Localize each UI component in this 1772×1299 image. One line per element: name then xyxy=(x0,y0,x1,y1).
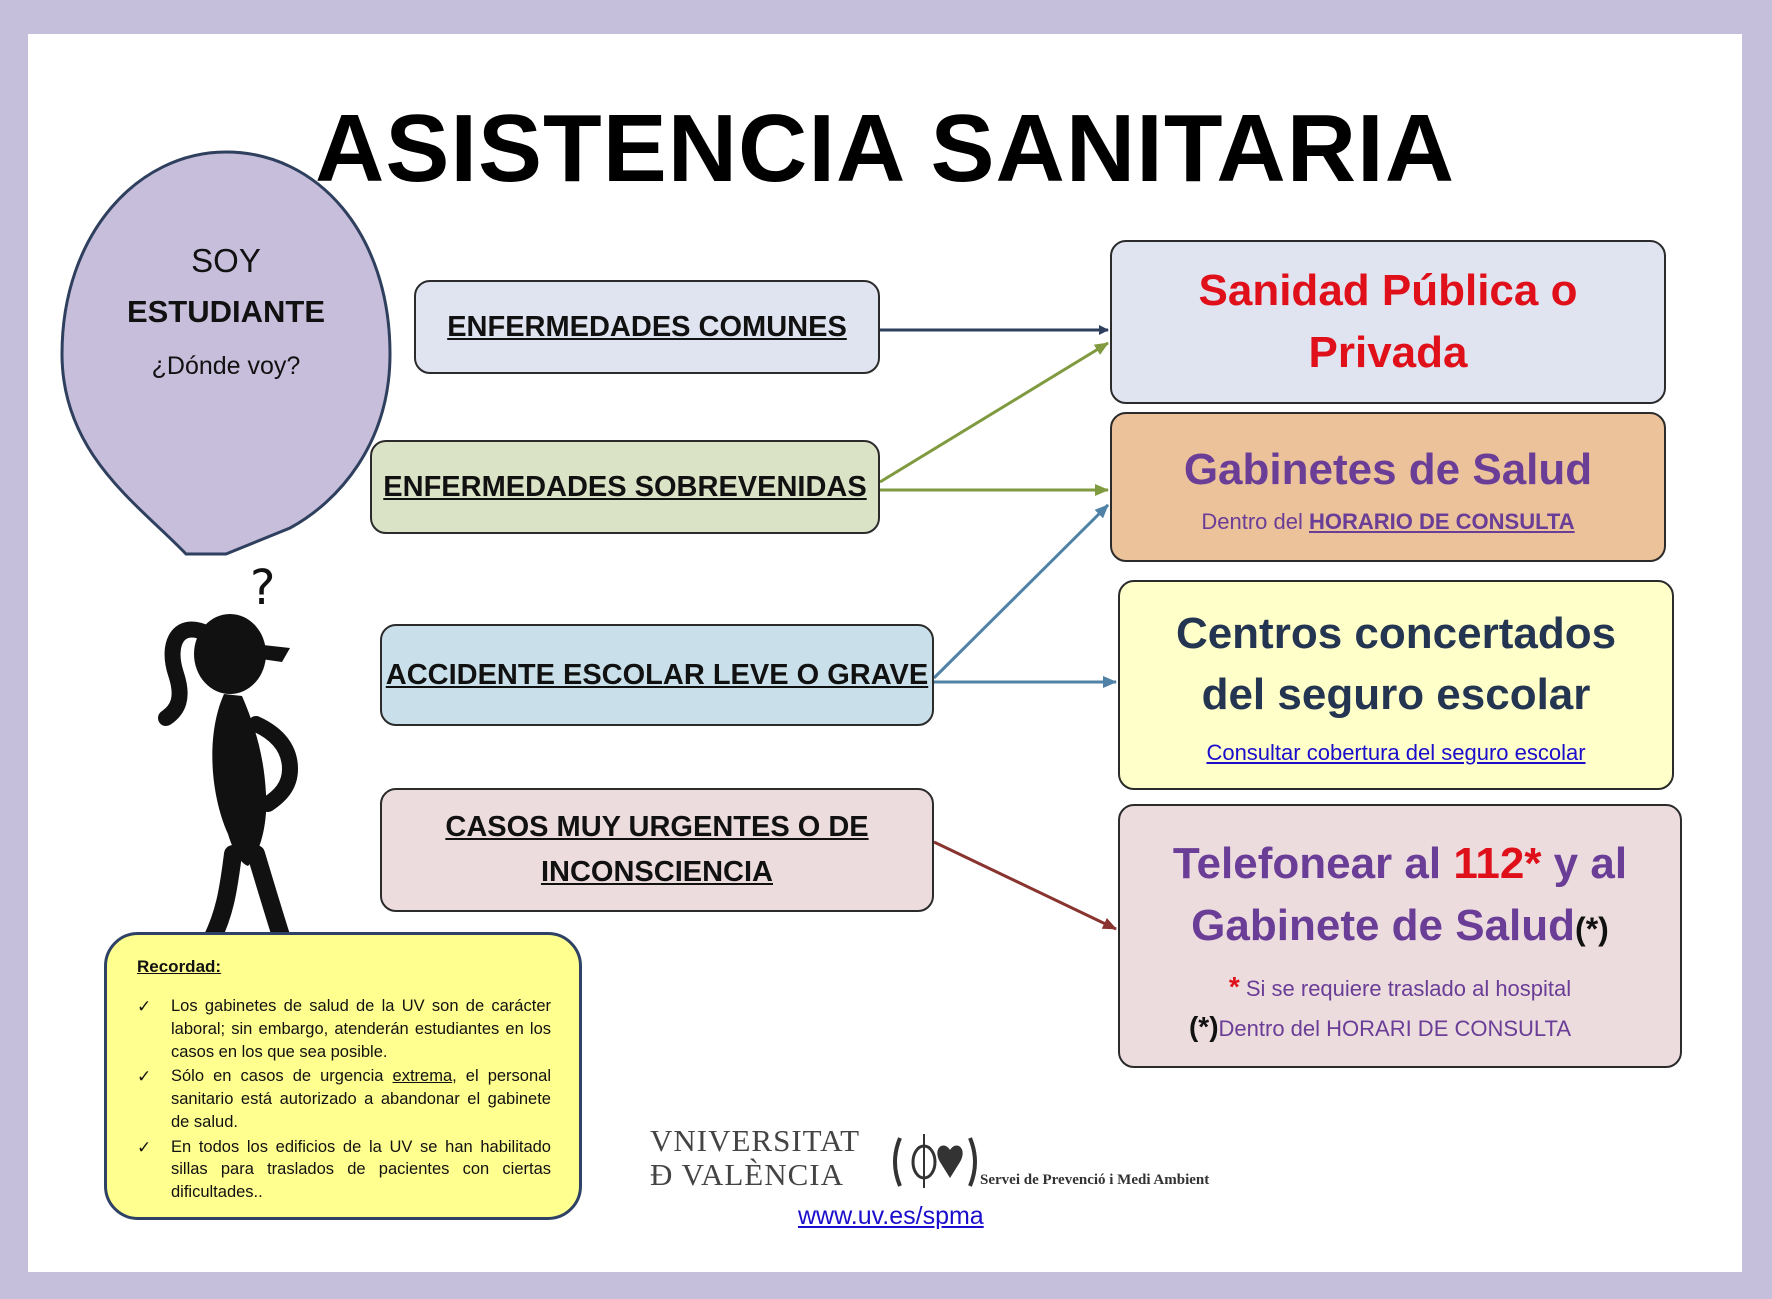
destination-title-line2: Privada xyxy=(1308,328,1468,377)
logo-service: Servei de Prevenció i Medi Ambient xyxy=(980,1172,1210,1188)
arrow-sobrevenidas-publica xyxy=(880,343,1108,482)
logo-line1: VNIVERSITAT xyxy=(650,1123,861,1158)
university-logo xyxy=(650,1120,1250,1210)
note-list xyxy=(135,995,551,1204)
destination-note1 xyxy=(1229,971,1571,1003)
question-label: ENFERMEDADES COMUNES xyxy=(447,310,847,343)
destination-title-line1 xyxy=(1173,833,1627,895)
destination-title-line1: Sanidad Pública o xyxy=(1198,266,1578,316)
note-item: ✓ Sólo en casos de urgencia extrema, el personal sanitario está autorizado a abandonar el gabinete de salud. xyxy=(135,1065,551,1133)
question-label: ENFERMEDADES SOBREVENIDAS xyxy=(383,470,867,503)
logo-line2: Ð VALÈNCIA xyxy=(650,1157,845,1192)
y-al-text: y al xyxy=(1541,839,1628,889)
logo-emblem-icon xyxy=(888,1122,978,1202)
note-heading: Recordad: xyxy=(137,957,222,976)
note-item: ✓ En todos los edificios de la UV se han habilitado sillas para traslados de pacientes con ciertas dificultades.. xyxy=(135,1136,551,1204)
poster xyxy=(28,34,1742,1272)
thinking-figure-icon xyxy=(166,560,306,942)
destination-title: Gabinetes de Salud xyxy=(1183,445,1593,495)
destination-title-line2: del seguro escolar xyxy=(1201,670,1591,719)
note-item: ✓ Los gabinetes de salud de la UV son de carácter laboral; sin embargo, atenderán estudiantes en los casos en los que sea posible. xyxy=(135,995,551,1063)
svg-text:?: ? xyxy=(250,560,276,616)
question-accidente-escolar xyxy=(380,624,934,726)
question-enfermedades-sobrevenidas xyxy=(370,440,880,534)
gabinete-text: Gabinete de Salud xyxy=(1191,901,1576,950)
asterisk-mark: (*) xyxy=(1575,911,1609,947)
destination-sanidad-publica xyxy=(1110,240,1666,404)
question-label-line1: CASOS MUY URGENTES O DE xyxy=(445,811,869,844)
bubble-text xyxy=(98,242,354,381)
arrow-accidente-gabinetes xyxy=(934,505,1108,678)
page-title: ASISTENCIA SANITARIA xyxy=(314,95,1456,202)
horario-consulta-link[interactable]: HORARIO DE CONSULTA xyxy=(1309,508,1575,534)
spma-website-link[interactable]: www.uv.es/spma xyxy=(798,1202,984,1230)
note1-text: Si se requiere traslado al hospital xyxy=(1239,975,1572,1001)
bubble-line-donde: ¿Dónde voy? xyxy=(151,352,301,380)
bubble-line-soy: SOY xyxy=(191,242,261,279)
destination-title-line1: Centros concertados xyxy=(1175,609,1617,659)
destination-telefonear xyxy=(1118,804,1682,1068)
red-asterisk: * xyxy=(1228,970,1240,1002)
question-label-line2: INCONSCIENCIA xyxy=(540,856,773,888)
reminder-note xyxy=(104,932,582,1220)
consultar-cobertura-link[interactable]: Consultar cobertura del seguro escolar xyxy=(1206,739,1586,765)
destination-subtitle xyxy=(1201,509,1574,535)
destination-title-line2 xyxy=(1191,895,1609,957)
destination-gabinetes-salud xyxy=(1110,412,1666,562)
question-casos-urgentes xyxy=(380,788,934,912)
note2-text: Dentro del HORARI DE CONSULTA xyxy=(1218,1015,1572,1041)
destination-note2 xyxy=(1189,1011,1571,1043)
subtitle-prefix: Dentro del xyxy=(1201,508,1309,534)
destination-centros-concertados xyxy=(1118,580,1674,790)
emergency-number: 112* xyxy=(1453,839,1542,889)
question-label: ACCIDENTE ESCOLAR LEVE O GRAVE xyxy=(385,658,929,691)
arrow-urgentes-telefonear xyxy=(934,842,1116,929)
logo-wordmark xyxy=(650,1124,860,1192)
note2-mark: (*) xyxy=(1188,1010,1219,1042)
telefonear-text: Telefonear al xyxy=(1172,839,1454,889)
bubble-line-estudiante: ESTUDIANTE xyxy=(126,294,326,329)
question-enfermedades-comunes xyxy=(414,280,880,374)
